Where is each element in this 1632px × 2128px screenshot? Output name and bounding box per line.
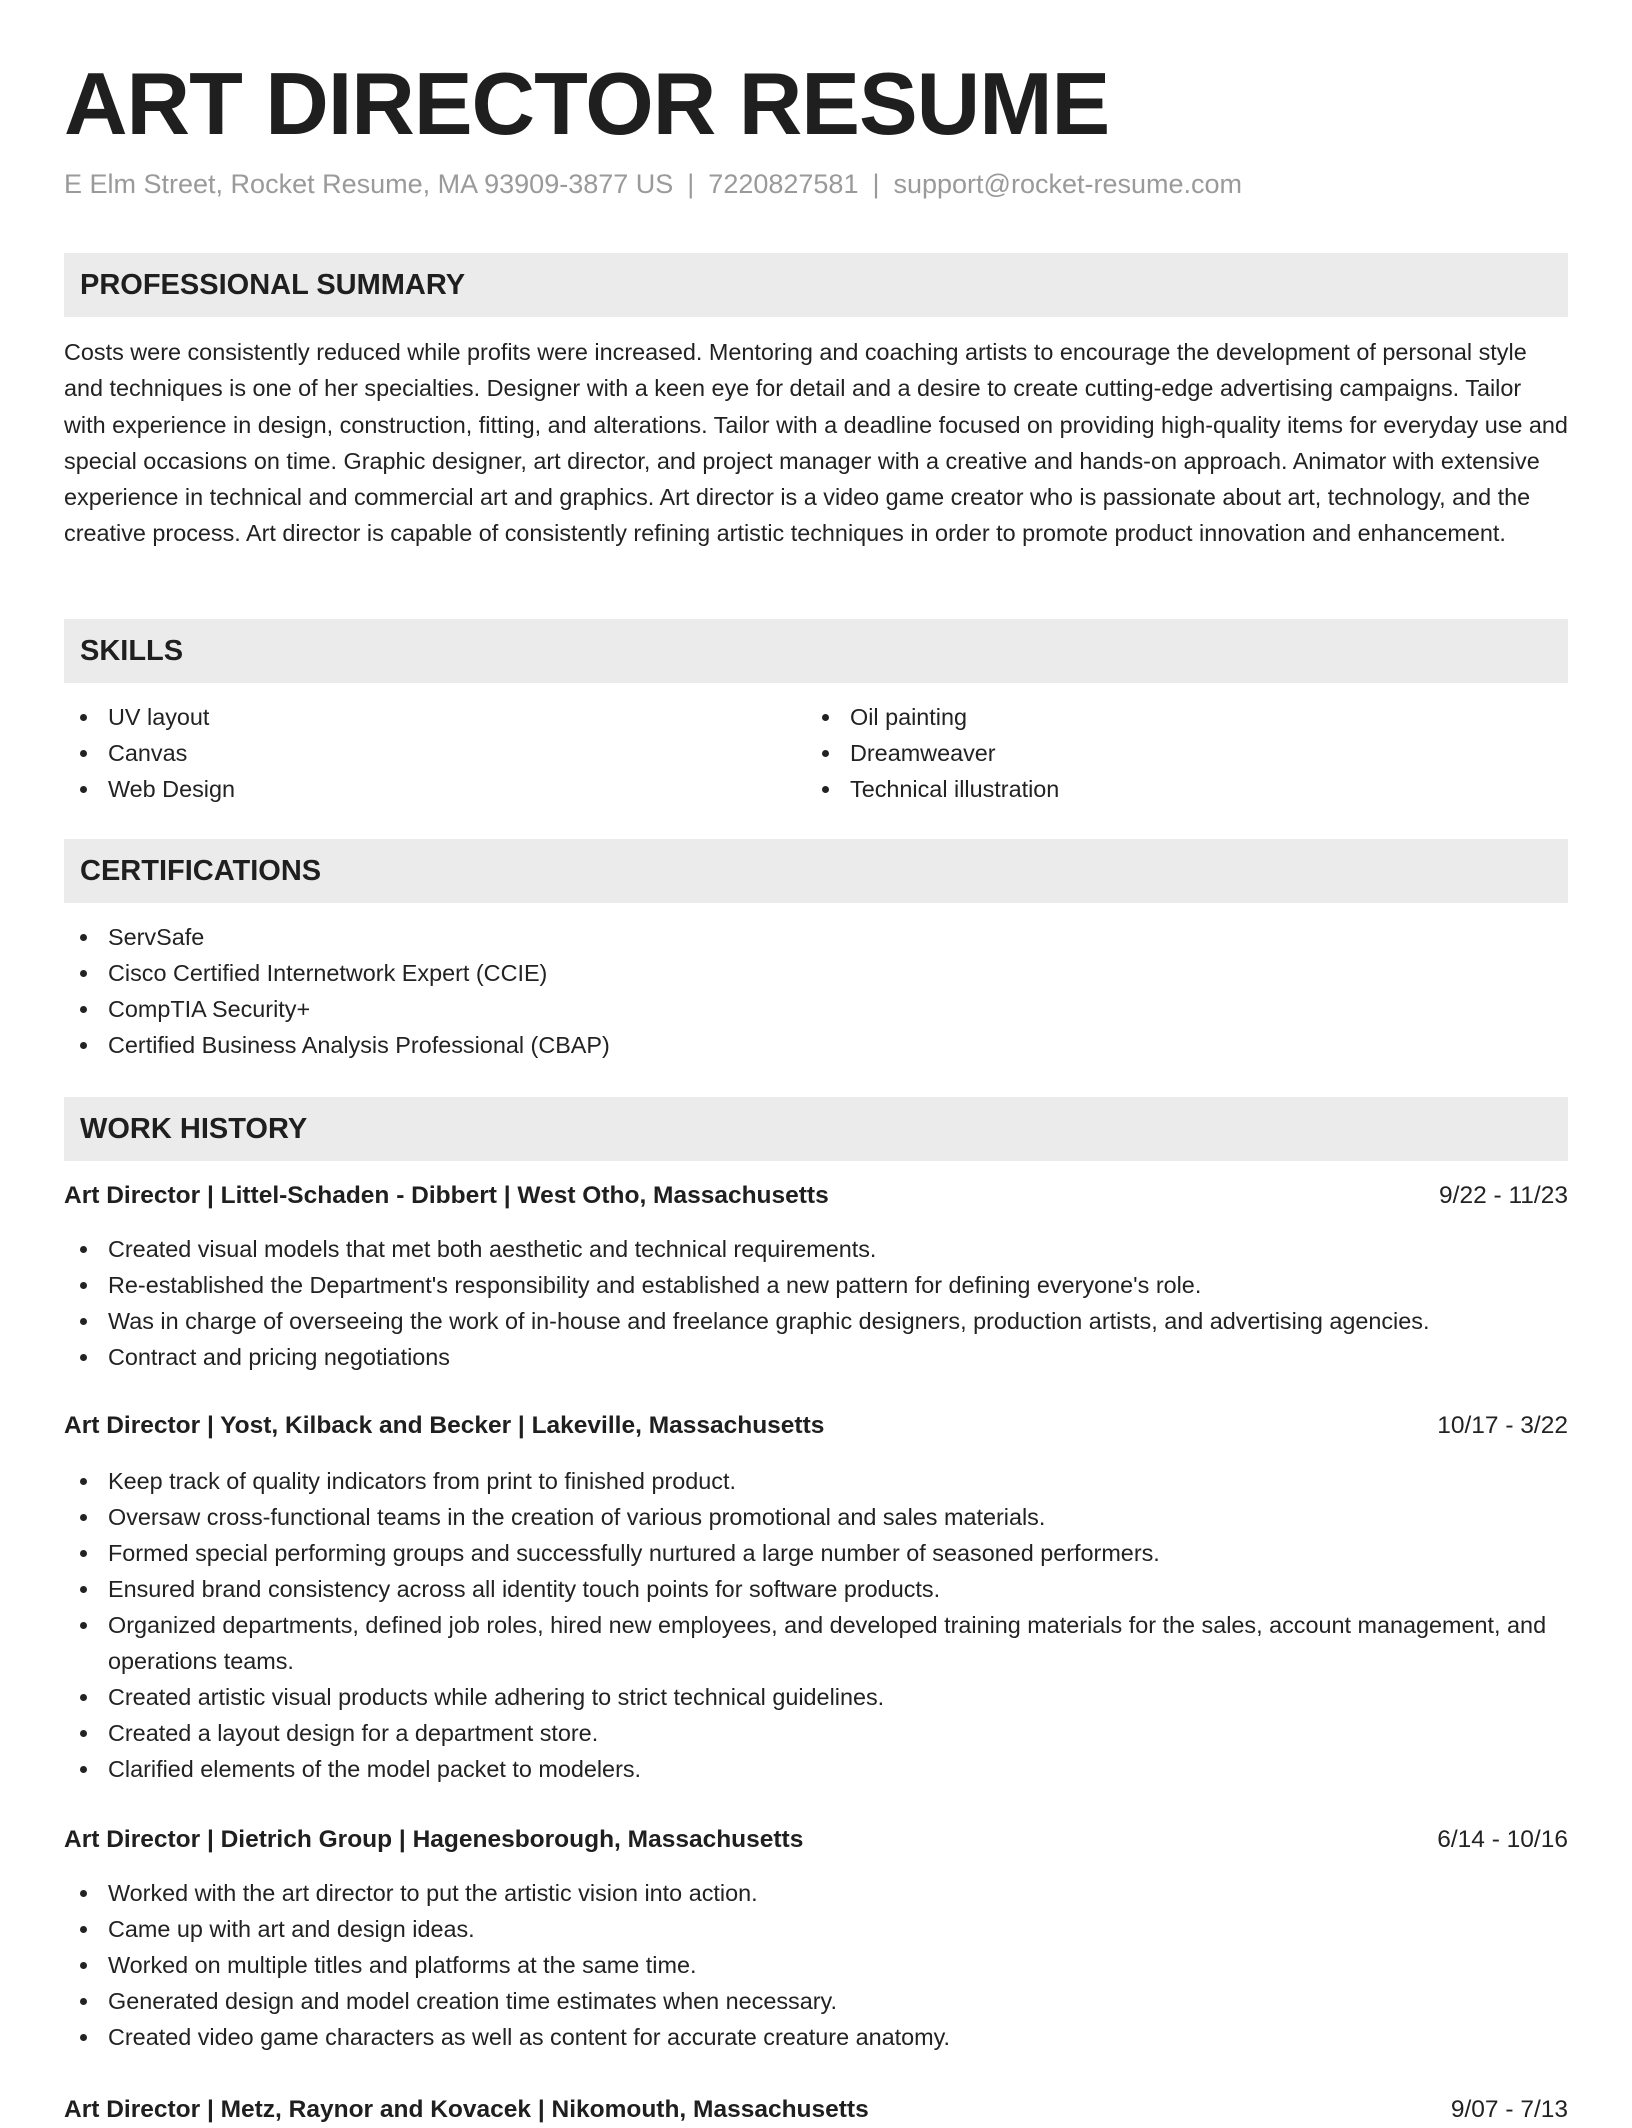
job-title: Art Director | Littel-Schaden - Dibbert | West Otho, Massachusetts [64,1182,829,1209]
skills-column-right [806,699,1506,807]
job-bullet: Ensured brand consistency across all identity touch points for software products. [64,1571,1568,1607]
work-history-heading: WORK HISTORY [64,1097,1568,1161]
certification-item: Cisco Certified Internetwork Expert (CCIE) [64,955,1568,991]
job-bullet: Created video game characters as well as content for accurate creature anatomy. [64,2019,1568,2055]
job-bullets [64,1875,1568,2055]
contact-line [64,166,1242,202]
job-bullet: Was in charge of overseeing the work of in-house and freelance graphic designers, production artists, and advertising agencies. [64,1303,1568,1339]
job-dates: 6/14 - 10/16 [1437,1826,1568,1853]
job-header [64,1408,1568,1444]
job-bullets [64,1463,1568,1787]
job-bullet: Clarified elements of the model packet to modelers. [64,1751,1568,1787]
skill-item: Technical illustration [806,771,1506,807]
job-header [64,1178,1568,1214]
contact-phone: 7220827581 [708,169,859,199]
job-bullet: Created artistic visual products while adhering to strict technical guidelines. [64,1679,1568,1715]
job-bullet: Created visual models that met both aesthetic and technical requirements. [64,1231,1568,1267]
skill-item: Oil painting [806,699,1506,735]
skill-item: Canvas [64,735,764,771]
skills-heading: SKILLS [64,619,1568,683]
job-bullet: Re-established the Department's responsibility and established a new pattern for defining everyone's role. [64,1267,1568,1303]
job-dates: 10/17 - 3/22 [1437,1412,1568,1439]
contact-email[interactable]: support@rocket-resume.com [893,169,1243,199]
job-bullet: Organized departments, defined job roles, hired new employees, and developed training materials for the sales, account management, and operations teams. [64,1607,1568,1679]
job-dates: 9/22 - 11/23 [1439,1182,1568,1209]
job-bullet: Worked on multiple titles and platforms at the same time. [64,1947,1568,1983]
job-bullet: Oversaw cross-functional teams in the creation of various promotional and sales materials. [64,1499,1568,1535]
resume-title: ART DIRECTOR RESUME [64,54,1110,153]
certifications-heading: CERTIFICATIONS [64,839,1568,903]
skills-list-right [806,699,1506,807]
job-bullet: Formed special performing groups and successfully nurtured a large number of seasoned performers. [64,1535,1568,1571]
skills-list-left [64,699,764,807]
job-bullet: Worked with the art director to put the artistic vision into action. [64,1875,1568,1911]
skill-item: Dreamweaver [806,735,1506,771]
contact-address: E Elm Street, Rocket Resume, MA 93909-3877 US [64,169,674,199]
certification-item: Certified Business Analysis Professional (CBAP) [64,1027,1568,1063]
job-header [64,2092,1568,2128]
certification-item: ServSafe [64,919,1568,955]
job-bullet: Keep track of quality indicators from print to finished product. [64,1463,1568,1499]
summary-heading: PROFESSIONAL SUMMARY [64,253,1568,317]
skill-item: UV layout [64,699,764,735]
certifications-list [64,919,1568,1063]
job-bullet: Created a layout design for a department store. [64,1715,1568,1751]
job-bullet: Came up with art and design ideas. [64,1911,1568,1947]
certification-item: CompTIA Security+ [64,991,1568,1027]
contact-separator: | [872,169,880,199]
contact-separator: | [687,169,695,199]
job-title: Art Director | Metz, Raynor and Kovacek | Nikomouth, Massachusetts [64,2096,869,2123]
job-dates: 9/07 - 7/13 [1450,2096,1568,2123]
job-bullet: Generated design and model creation time estimates when necessary. [64,1983,1568,2019]
job-header [64,1822,1568,1858]
skill-item: Web Design [64,771,764,807]
summary-text: Costs were consistently reduced while profits were increased. Mentoring and coaching artists to encourage the development of personal style and techniques is one of her specialties. Designer with a keen eye for detail and a desire to create cutting-edge advertising campaigns. Tailor with experience in design, construction, fitting, and alterations. Tailor with a deadline focused on providing high-quality items for everyday use and special occasions on time. Graphic designer, art director, and project manager with a creative and hands-on approach. Animator with extensive experience in technical and commercial art and graphics. Art director is a video game creator who is passionate about art, technology, and the creative process. Art director is capable of consistently refining artistic techniques in order to promote product innovation and enhancement. [64,339,1568,547]
skills-column-left [64,699,764,807]
job-bullets [64,1231,1568,1375]
job-title: Art Director | Dietrich Group | Hagenesborough, Massachusetts [64,1826,804,1853]
job-title: Art Director | Yost, Kilback and Becker | Lakeville, Massachusetts [64,1412,825,1439]
job-bullet: Contract and pricing negotiations [64,1339,1568,1375]
